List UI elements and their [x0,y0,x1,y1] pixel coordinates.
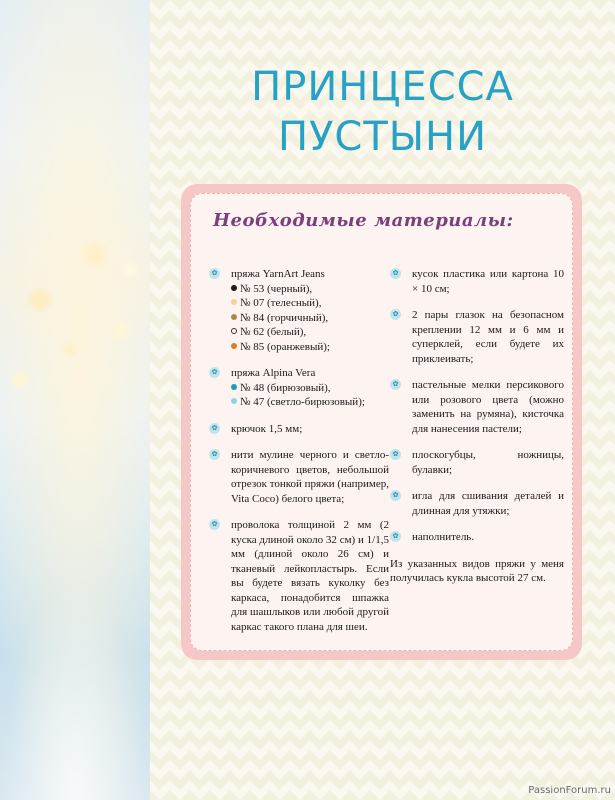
material-item [209,366,389,410]
yarn-color-label: № 85 (оранжевый); [240,340,330,353]
spool-icon: ✿ [209,367,220,378]
material-item [209,518,389,634]
title-line-1: ПРИНЦЕССА [251,64,514,110]
materials-column-left [209,267,389,646]
materials-column-right [390,267,564,586]
material-item [390,530,564,545]
material-item-text: 2 пары глазок на безопасном креплении 12 мм и 6 мм и суперклей, если будете их приклеивать; [412,309,564,365]
material-item-text: наполнитель. [412,531,475,543]
yarn-color-label: № 48 (бирюзовый), [240,381,331,394]
watermark: PassionForum.ru [528,785,611,796]
color-dot-icon [231,398,237,404]
color-dot-icon [231,285,237,291]
page-title [150,62,615,162]
spool-icon: ✿ [390,531,401,542]
yarn-color-item [231,311,389,326]
spool-icon: ✿ [390,449,401,460]
color-dot-icon [231,328,237,334]
material-item [209,267,389,354]
spool-icon: ✿ [390,268,401,279]
spool-icon: ✿ [390,490,401,501]
material-item [209,422,389,437]
yarn-color-item [231,325,389,340]
yarn-color-item [231,381,389,396]
yarn-color-label: № 07 (телесный), [240,297,322,309]
material-item [390,448,564,477]
yarn-color-item [231,296,389,311]
yarn-color-item [231,395,389,410]
material-item [390,489,564,518]
spool-icon: ✿ [390,379,401,390]
yarn-color-label: № 62 (белый), [240,326,307,338]
yarn-color-label: № 47 (светло-бирюзовый); [240,396,365,408]
materials-card-inner [190,193,573,651]
spool-icon: ✿ [209,423,220,434]
material-item-text: проволока толщиной 2 мм (2 куска длиной около 32 см) и 1/1,5 мм (длиной около 26 см) и тканевый лейкопластырь. Если вы будете вязать куколку без каркаса, понадобится шпажка для шашлыков или любой другой каркас такого плана для шеи. [231,519,389,633]
yarn-color-label: № 84 (горчичный), [240,311,329,324]
yarn-color-label: № 53 (черный), [240,282,313,295]
material-item-text: пастельные мелки персикового или розового цвета (можно заменить на румяна), кисточка для нанесения пастели; [412,379,564,435]
color-dot-icon [231,314,237,320]
material-item [209,448,389,506]
color-dot-icon [231,384,237,390]
spool-icon: ✿ [209,519,220,530]
spool-icon: ✿ [209,268,220,279]
material-item-text: крючок 1,5 мм; [231,422,303,435]
winter-photo-strip [0,0,150,800]
material-item-text: пряжа YarnArt Jeans [231,268,325,280]
material-item [390,308,564,366]
color-dot-icon [231,299,237,305]
spool-icon: ✿ [209,449,220,460]
yarn-note: Из указанных видов пряжи у меня получилась кукла высотой 27 см. [390,557,564,584]
material-item-text: игла для сшивания деталей и длинная для утяжки; [412,490,564,517]
material-item-text: пряжа Alpina Vera [231,367,316,379]
material-item-text: кусок пластика или картона 10 × 10 см; [412,268,564,295]
materials-heading: Необходимые материалы: [213,210,514,231]
title-line-2: ПУСТЫНИ [277,114,488,160]
yarn-color-item [231,340,389,355]
yarn-color-item [231,282,389,297]
color-dot-icon [231,343,237,349]
material-item [390,267,564,296]
material-item-text: плоскогубцы, ножницы, булавки; [412,449,564,476]
material-item-text: нити мулине черного и светло-коричневого цветов, небольшой отрезок тонкой пряжи (например, Vita Coco) белого цвета; [231,449,389,505]
spool-icon: ✿ [390,309,401,320]
material-item [390,378,564,436]
materials-card [181,184,582,660]
